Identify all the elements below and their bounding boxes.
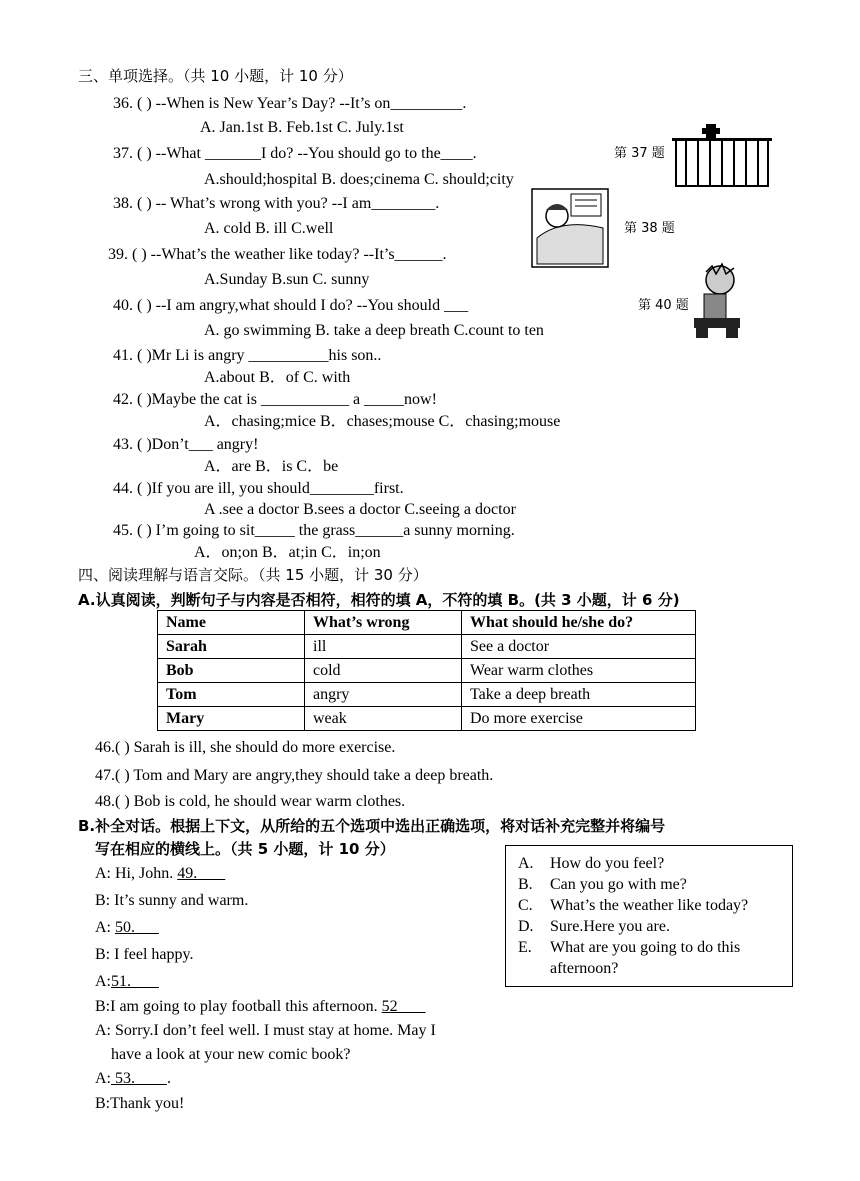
q38-tag: 第 38 题 — [624, 221, 675, 236]
q46: 46.( ) Sarah is ill, she should do more exercise. — [95, 739, 396, 756]
q43-options: A．are B．is C．be — [204, 458, 339, 475]
q45-options: A．on;on B．at;in C．in;on — [194, 544, 381, 561]
partB-title-line2: 写在相应的横线上。（共 5 小题，计 10 分） — [95, 840, 395, 858]
partA-title: A.认真阅读，判断句子与内容是否相符，相符的填 A，不符的填 B。(共 3 小题，计 6 分) — [78, 591, 680, 609]
q39-stem: 39. ( ) --What’s the weather like today? --It’s______. — [108, 246, 447, 263]
option-e: E. What are you going to do this — [518, 939, 741, 956]
table-cell: Do more exercise — [462, 707, 696, 731]
dialog-line-2: B: It’s sunny and warm. — [95, 892, 249, 909]
q37-options: A.should;hospital B. does;cinema C. should;city — [204, 171, 514, 188]
q48: 48.( ) Bob is cold, he should wear warm clothes. — [95, 793, 406, 810]
q38-options: A. cold B. ill C.well — [204, 220, 334, 237]
blank-52[interactable]: 52 — [381, 998, 426, 1015]
table-header-cell: What should he/she do? — [462, 611, 696, 635]
q44-stem: 44. ( )If you are ill, you should________first. — [113, 480, 404, 497]
blank-51[interactable]: 51. — [111, 973, 159, 990]
q42-stem: 42. ( )Maybe the cat is ___________ a _____now! — [113, 391, 437, 408]
q39-options: A.Sunday B.sun C. sunny — [204, 271, 370, 288]
dialog-line-8: have a look at your new comic book? — [111, 1046, 351, 1063]
table-cell: Mary — [158, 707, 305, 731]
table-row — [158, 707, 696, 731]
q36-options: A. Jan.1st B. Feb.1st C. July.1st — [200, 119, 404, 136]
info-table — [157, 610, 696, 731]
table-cell: Take a deep breath — [462, 683, 696, 707]
q47: 47.( ) Tom and Mary are angry,they should take a deep breath. — [95, 767, 494, 784]
section3-title: 三、单项选择。（共 10 小题，计 10 分） — [78, 67, 353, 85]
table-cell: Sarah — [158, 635, 305, 659]
q41-options: A.about B．of C. with — [204, 369, 351, 386]
table-row — [158, 683, 696, 707]
table-cell: Bob — [158, 659, 305, 683]
blank-50[interactable]: 50. — [115, 919, 159, 936]
q37-stem: 37. ( ) --What _______I do? --You should go to the____. — [113, 145, 477, 162]
table-cell: Wear warm clothes — [462, 659, 696, 683]
dialog-line-9: A: 53. . — [95, 1070, 171, 1087]
table-row — [158, 635, 696, 659]
dialog-line-4: B: I feel happy. — [95, 946, 194, 963]
q41-stem: 41. ( )Mr Li is angry __________his son.. — [113, 347, 382, 364]
option-d: D. Sure.Here you are. — [518, 918, 670, 935]
table-header-cell: Name — [158, 611, 305, 635]
dialog-line-3: A: 50. — [95, 919, 159, 936]
table-cell: See a doctor — [462, 635, 696, 659]
table-row — [158, 659, 696, 683]
option-e-continued: afternoon? — [550, 960, 619, 977]
table-cell: Tom — [158, 683, 305, 707]
option-a: A. How do you feel? — [518, 855, 665, 872]
q36-stem: 36. ( ) --When is New Year’s Day? --It’s on_________. — [113, 95, 467, 112]
q43-stem: 43. ( )Don’t___ angry! — [113, 436, 259, 453]
option-b: B. Can you go with me? — [518, 876, 687, 893]
partB-title-line1: B.补全对话。根据上下文，从所给的五个选项中选出正确选项，将对话补充完整并将编号 — [78, 817, 666, 835]
sick-person-icon — [531, 188, 609, 268]
dialog-line-1: A: Hi, John. 49. — [95, 865, 226, 882]
table-cell: cold — [305, 659, 462, 683]
q42-options: A．chasing;mice B．chases;mouse C．chasing;mouse — [204, 413, 561, 430]
q45-stem: 45. ( ) I’m going to sit_____ the grass______a sunny morning. — [113, 522, 515, 539]
table-cell: ill — [305, 635, 462, 659]
blank-53[interactable]: 53. — [111, 1070, 167, 1087]
option-c: C. What’s the weather like today? — [518, 897, 749, 914]
table-cell: angry — [305, 683, 462, 707]
hospital-icon — [672, 122, 772, 188]
dialog-line-10: B:Thank you! — [95, 1095, 185, 1112]
dialog-line-7: A: Sorry.I don’t feel well. I must stay at home. May I — [95, 1022, 436, 1039]
table-header-row — [158, 611, 696, 635]
section4-title: 四、阅读理解与语言交际。（共 15 小题，计 30 分） — [78, 566, 428, 584]
q37-tag: 第 37 题 — [614, 146, 665, 161]
dialog-line-6: B:I am going to play football this afternoon. 52 — [95, 998, 426, 1015]
table-header-cell: What’s wrong — [305, 611, 462, 635]
blank-49[interactable]: 49. — [177, 865, 226, 882]
q40-stem: 40. ( ) --I am angry,what should I do? --You should ___ — [113, 297, 469, 314]
q40-options: A. go swimming B. take a deep breath C.count to ten — [204, 322, 544, 339]
dialog-line-5: A:51. — [95, 973, 159, 990]
q38-stem: 38. ( ) -- What’s wrong with you? --I am________. — [113, 195, 440, 212]
table-cell: weak — [305, 707, 462, 731]
options-box — [505, 845, 793, 987]
angry-person-icon — [686, 262, 742, 340]
q40-tag: 第 40 题 — [638, 298, 689, 313]
q44-options: A .see a doctor B.sees a doctor C.seeing a doctor — [204, 501, 516, 518]
